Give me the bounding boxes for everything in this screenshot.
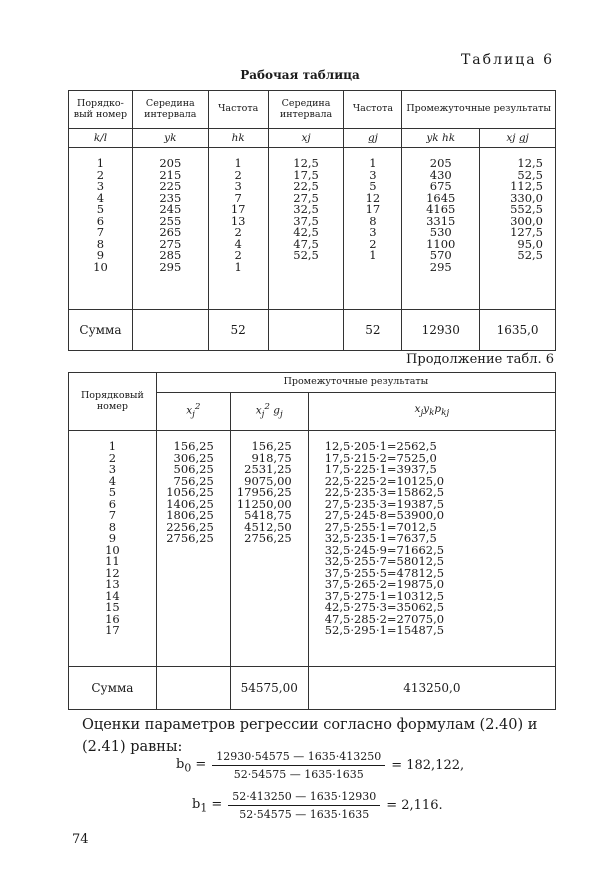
symbol-yk: yk [132, 129, 208, 148]
symbol-xj: xj [268, 129, 344, 148]
symbol-hk: hk [208, 129, 268, 148]
page-number: 74 [72, 832, 89, 847]
col2-xj2gj: 156,25 918,75 2531,25 9075,00 17956,25 11250,00 5418,75 4512,50 2756,25 [230, 431, 308, 667]
header-index: Порядко-вый номер [69, 91, 133, 129]
sum-yk [132, 310, 208, 351]
sum2-xj2gj: 54575,00 [230, 667, 308, 710]
col-gj: 1 3 5 12 17 8 3 2 1 [344, 148, 402, 310]
header-intermediate: Промежуточные результаты [402, 91, 556, 129]
b0-symbol: $b_0$ = [176, 756, 207, 775]
symbol-ykhk: yk hk [402, 129, 480, 148]
b0-fraction [212, 750, 385, 781]
header-gj: Частота [344, 91, 402, 129]
col-xj: 12,5 17,5 22,5 27,5 32,5 37,5 42,5 47,5 52,5 [268, 148, 344, 310]
b1-numerator: 52·413250 — 1635·12930 [228, 790, 380, 806]
header-xj: Середина интервала [268, 91, 344, 129]
formula-b0 [176, 750, 464, 781]
b0-result: = 182,122, [391, 758, 465, 773]
header2-intermediate: Промежуточные результаты [156, 373, 555, 393]
formula-b1 [192, 790, 443, 821]
sum2-xj2 [156, 667, 230, 710]
col-index: 1 2 3 4 5 6 7 8 9 10 [69, 148, 133, 310]
sum-label: Сумма [69, 310, 133, 351]
sum-gj: 52 [344, 310, 402, 351]
col-hk: 1 2 3 7 17 13 2 4 2 1 [208, 148, 268, 310]
continuation-table [68, 372, 556, 710]
table-title: Рабочая таблица [240, 68, 360, 82]
symbol-xjgj: xj gj [480, 129, 556, 148]
symbol-gj: gj [344, 129, 402, 148]
work-table [68, 90, 556, 351]
sum-xjgj: 1635,0 [480, 310, 556, 351]
symbol-xjykpkj: $x_jy_kp_{kj}$ [308, 393, 555, 431]
col2-xj2: 156,25 306,25 506,25 756,25 1056,25 1406,25 1806,25 2256,25 2756,25 [156, 431, 230, 667]
col-ykhk: 205 430 675 1645 4165 3315 530 1100 570 295 [402, 148, 480, 310]
col2-xjykpkj: 12,5·205·1=2562,5 17,5·215·2=7525,0 17,5·225·1=3937,5 22,5·225·2=10125,0 22,5·235·3=15862,5 27,5·235·3=19387,5 27,5·245·8=53900,0 27,5·255·1=7012,5 32,5·235·1=7637,5 32,5·245·9=71662,5 32,5·255·7=58012,5 37,5·255·5=47812,5 37,5·265·2=19875,0 37,5·275·1=10312,5 42,5·275·3=35062,5 47,5·285·2=27075,0 52,5·295·1=15487,5 [308, 431, 555, 667]
header-hk: Частота [208, 91, 268, 129]
col-xjgj: 12,5 52,5 112,5 330,0 552,5 300,0 127,5 95,0 52,5 [480, 148, 556, 310]
symbol-kl: k/l [69, 129, 133, 148]
table-label: Таблица 6 [460, 52, 554, 68]
sum-ykhk: 12930 [402, 310, 480, 351]
symbol-xj2: $x_j^2$ [156, 393, 230, 431]
b1-denominator: 52·54575 — 1635·1635 [239, 808, 370, 821]
col2-index: 1 2 3 4 5 6 7 8 9 10 11 12 13 14 15 16 17 [69, 431, 157, 667]
b1-symbol: $b_1$ = [192, 796, 223, 815]
b1-result: = 2,116. [386, 798, 443, 813]
sum2-xjykpkj: 413250,0 [308, 667, 555, 710]
sum-xj [268, 310, 344, 351]
header-yk: Середина интервала [132, 91, 208, 129]
col-yk: 205 215 225 235 245 255 265 275 285 295 [132, 148, 208, 310]
b1-fraction [228, 790, 380, 821]
continuation-label: Продолжение табл. 6 [406, 352, 554, 367]
header2-index: Порядковый номер [69, 373, 157, 431]
symbol-xj2gj: $x_j^2$ $g_j$ [230, 393, 308, 431]
sum2-label: Сумма [69, 667, 157, 710]
sum-hk: 52 [208, 310, 268, 351]
b0-denominator: 52·54575 — 1635·1635 [233, 768, 364, 781]
b0-numerator: 12930·54575 — 1635·413250 [212, 750, 385, 766]
body-paragraph: Оценки параметров регрессии согласно формулам (2.40) и (2.41) равны: [82, 717, 538, 755]
